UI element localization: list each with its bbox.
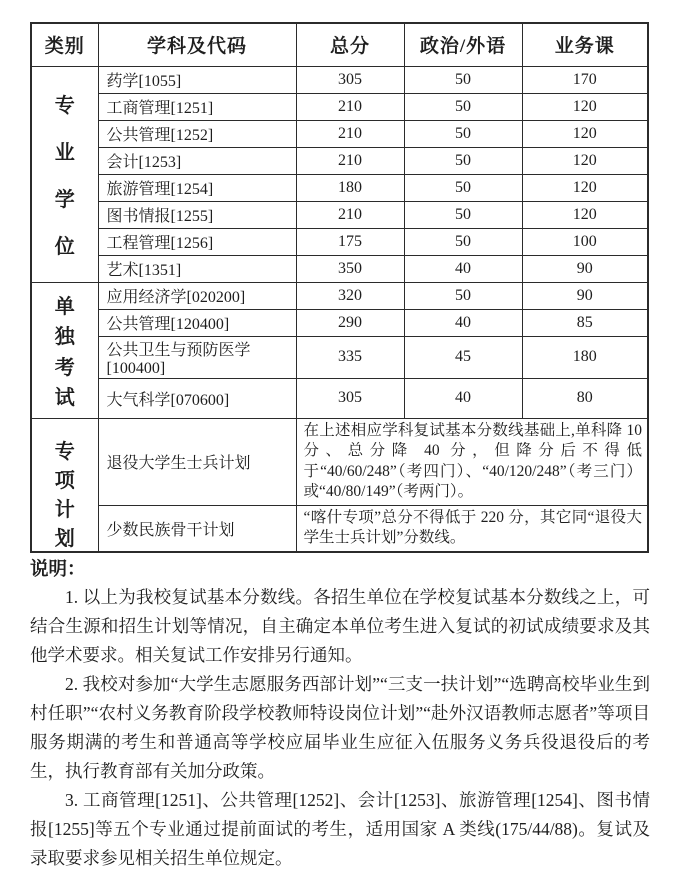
business-course-cell: 120	[522, 174, 648, 201]
subject-cell: 应用经济学[020200]	[98, 282, 296, 309]
table-row	[31, 378, 648, 418]
business-course-cell: 100	[522, 228, 648, 255]
business-course-cell: 120	[522, 120, 648, 147]
table-row	[31, 174, 648, 201]
subject-cell: 公共管理[1252]	[98, 120, 296, 147]
table-row	[31, 336, 648, 378]
notes-section	[30, 558, 650, 873]
subject-cell: 药学[1055]	[98, 66, 296, 93]
category-vertical-label: 专 业 学 位	[54, 95, 75, 258]
table-row	[31, 282, 648, 309]
col-header-business-course: 业务课	[522, 23, 648, 66]
category-vertical-label: 专 项 计 划	[54, 440, 75, 550]
subject-cell: 公共管理[120400]	[98, 309, 296, 336]
table-row	[31, 120, 648, 147]
subject-cell: 公共卫生与预防医学[100400]	[98, 336, 296, 378]
total-score-cell: 305	[296, 378, 404, 418]
business-course-cell: 90	[522, 255, 648, 282]
politics-foreign-cell: 50	[404, 93, 522, 120]
col-header-category: 类别	[31, 23, 98, 66]
business-course-cell: 170	[522, 66, 648, 93]
category-cell-separate-exam	[31, 282, 98, 418]
plan-policy-cell: “喀什专项”总分不得低于 220 分，其它同“退役大学生士兵计划”分数线。	[296, 505, 648, 552]
subject-cell: 会计[1253]	[98, 147, 296, 174]
table-row	[31, 66, 648, 93]
col-header-politics-foreign: 政治/外语	[404, 23, 522, 66]
business-course-cell: 120	[522, 147, 648, 174]
politics-foreign-cell: 50	[404, 120, 522, 147]
category-cell-special-plan	[31, 418, 98, 552]
col-header-subject-code: 学科及代码	[98, 23, 296, 66]
plan-policy-cell: 在上述相应学科复试基本分数线基础上,单科降 10 分、总分降 40 分，但降分后不得低于“40/60/248”（考四门）、“40/120/248”（考三门）或“40/80/149”（考两门）。	[296, 418, 648, 505]
business-course-cell: 180	[522, 336, 648, 378]
table-row	[31, 309, 648, 336]
politics-foreign-cell: 40	[404, 309, 522, 336]
total-score-cell: 180	[296, 174, 404, 201]
business-course-cell: 120	[522, 93, 648, 120]
table-row	[31, 147, 648, 174]
total-score-cell: 350	[296, 255, 404, 282]
politics-foreign-cell: 50	[404, 228, 522, 255]
total-score-cell: 210	[296, 201, 404, 228]
plan-name-cell: 退役大学生士兵计划	[98, 418, 296, 505]
business-course-cell: 90	[522, 282, 648, 309]
politics-foreign-cell: 50	[404, 147, 522, 174]
note-paragraph-1: 1. 以上为我校复试基本分数线。各招生单位在学校复试基本分数线之上，可结合生源和招生计划等情况，自主确定本单位考生进入复试的初试成绩要求及其他学术要求。相关复试工作安排另行通知。	[30, 586, 650, 665]
subject-cell: 大气科学[070600]	[98, 378, 296, 418]
subject-cell: 艺术[1351]	[98, 255, 296, 282]
business-course-cell: 80	[522, 378, 648, 418]
politics-foreign-cell: 50	[404, 66, 522, 93]
subject-cell: 图书情报[1255]	[98, 201, 296, 228]
table-row	[31, 93, 648, 120]
total-score-cell: 320	[296, 282, 404, 309]
col-header-total-score: 总分	[296, 23, 404, 66]
note-paragraph-3: 3. 工商管理[1251]、公共管理[1252]、会计[1253]、旅游管理[1254]、图书情报[1255]等五个专业通过提前面试的考生，适用国家 A 类线(175/44/88)。复试及录取要求参见相关招生单位规定。	[30, 789, 650, 868]
category-vertical-label: 单 独 考 试	[54, 296, 75, 409]
total-score-cell: 305	[296, 66, 404, 93]
total-score-cell: 335	[296, 336, 404, 378]
business-course-cell: 85	[522, 309, 648, 336]
plan-name-cell: 少数民族骨干计划	[98, 505, 296, 552]
table-header-row	[31, 23, 648, 66]
total-score-cell: 175	[296, 228, 404, 255]
subject-cell: 旅游管理[1254]	[98, 174, 296, 201]
note-paragraph-2: 2. 我校对参加“大学生志愿服务西部计划”“三支一扶计划”“选聘高校毕业生到村任职”“农村义务教育阶段学校教师特设岗位计划”“赴外汉语教师志愿者”等项目服务期满的考生和普通高等学校应届毕业生应征入伍服务义务兵役退役后的考生，执行教育部有关加分政策。	[30, 673, 650, 781]
table-row	[31, 255, 648, 282]
politics-foreign-cell: 40	[404, 255, 522, 282]
total-score-cell: 210	[296, 147, 404, 174]
politics-foreign-cell: 50	[404, 174, 522, 201]
total-score-cell: 290	[296, 309, 404, 336]
notes-heading: 说明：	[30, 559, 86, 580]
score-line-table	[30, 22, 649, 553]
category-cell-professional-degree	[31, 66, 98, 282]
table-row	[31, 505, 648, 552]
business-course-cell: 120	[522, 201, 648, 228]
subject-cell: 工程管理[1256]	[98, 228, 296, 255]
politics-foreign-cell: 40	[404, 378, 522, 418]
politics-foreign-cell: 50	[404, 201, 522, 228]
table-row	[31, 418, 648, 505]
subject-cell: 工商管理[1251]	[98, 93, 296, 120]
politics-foreign-cell: 45	[404, 336, 522, 378]
politics-foreign-cell: 50	[404, 282, 522, 309]
table-row	[31, 201, 648, 228]
total-score-cell: 210	[296, 120, 404, 147]
total-score-cell: 210	[296, 93, 404, 120]
table-row	[31, 228, 648, 255]
